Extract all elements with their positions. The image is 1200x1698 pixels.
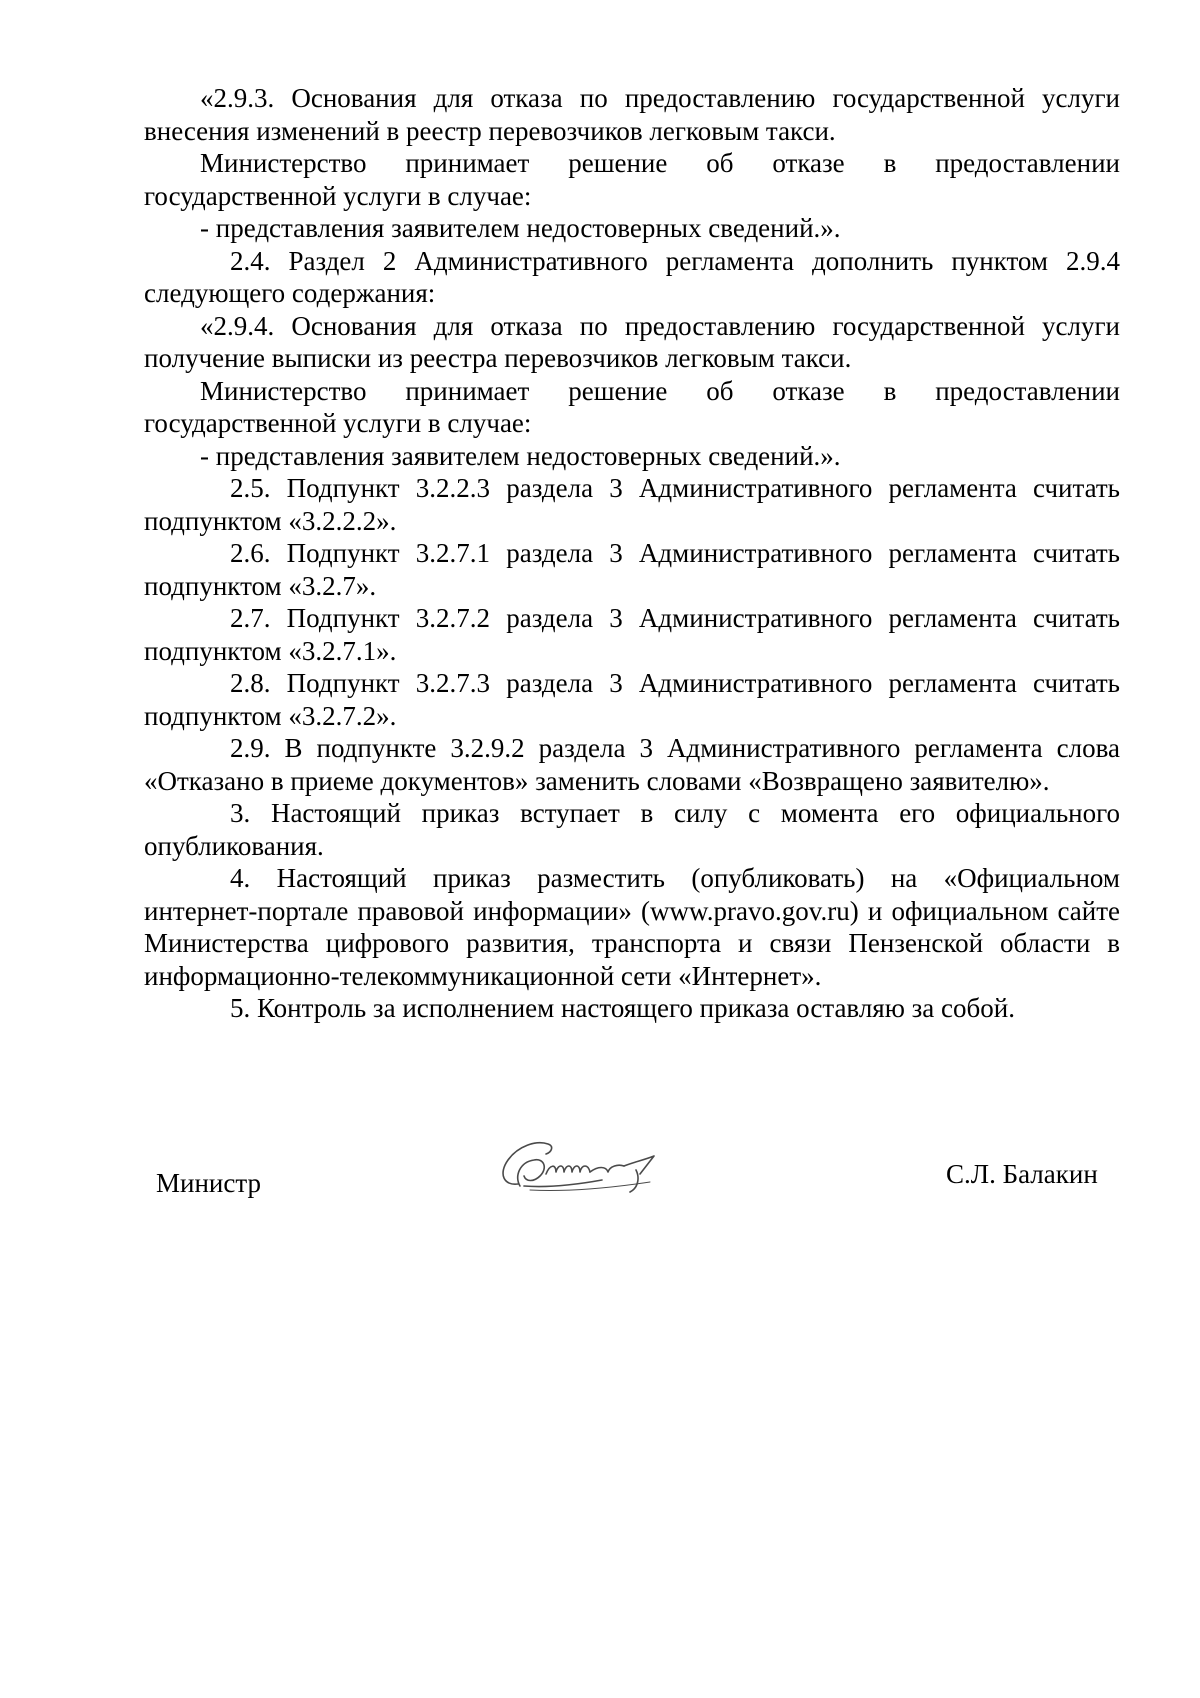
paragraph-ministry-decision-1: Министерство принимает решение об отказе в предоставлении государственной услуги в случае:: [144, 148, 1120, 211]
handwritten-signature: [490, 1126, 700, 1206]
paragraph-2-7: 2.7. Подпункт 3.2.7.2 раздела 3 Административного регламента считать подпунктом «3.2.7.1».: [144, 603, 1120, 666]
paragraph-2-4: 2.4. Раздел 2 Административного регламента дополнить пунктом 2.9.4 следующего содержания:: [144, 245, 1120, 308]
paragraph-2-5: 2.5. Подпункт 3.2.2.3 раздела 3 Административного регламента считать подпунктом «3.2.2.2».: [144, 473, 1120, 536]
paragraph-3: 3. Настоящий приказ вступает в силу с момента его официального опубликования.: [144, 798, 1120, 861]
paragraph-2-6: 2.6. Подпункт 3.2.7.1 раздела 3 Административного регламента считать подпунктом «3.2.7».: [144, 538, 1120, 601]
paragraph-2-9: 2.9. В подпункте 3.2.9.2 раздела 3 Административного регламента слова «Отказано в приеме документов» заменить словами «Возвращено заявителю».: [144, 733, 1120, 796]
paragraph-2-9-3-heading: «2.9.3. Основания для отказа по предоставлению государственной услуги внесения изменений в реестр перевозчиков легковым такси.: [144, 83, 1120, 146]
document-body: [144, 82, 1120, 1025]
paragraph-2-8: 2.8. Подпункт 3.2.7.3 раздела 3 Административного регламента считать подпунктом «3.2.7.2».: [144, 668, 1120, 731]
paragraph-2-9-4-heading: «2.9.4. Основания для отказа по предоставлению государственной услуги получение выписки из реестра перевозчиков легковым такси.: [144, 310, 1120, 373]
paragraph-4: 4. Настоящий приказ разместить (опубликовать) на «Официальном интернет-портале правовой информации» (www.pravo.gov.ru) и официальном сайте Министерства цифрового развития, транспорта и связи Пензенской области в информационно-телекоммуникационной сети «Интернет».: [144, 863, 1120, 991]
signature-block: [0, 1110, 1200, 1230]
paragraph-false-info-2: - представления заявителем недостоверных сведений.».: [200, 440, 841, 471]
paragraph-5: 5. Контроль за исполнением настоящего приказа оставляю за собой.: [230, 993, 1015, 1023]
paragraph-false-info-1: - представления заявителем недостоверных сведений.».: [200, 213, 841, 243]
signatory-name: С.Л. Балакин: [946, 1159, 1098, 1189]
signatory-title: Министр: [156, 1168, 261, 1198]
paragraph-ministry-decision-2: Министерство принимает решение об отказе в предоставлении государственной услуги в случае:: [144, 375, 1120, 438]
